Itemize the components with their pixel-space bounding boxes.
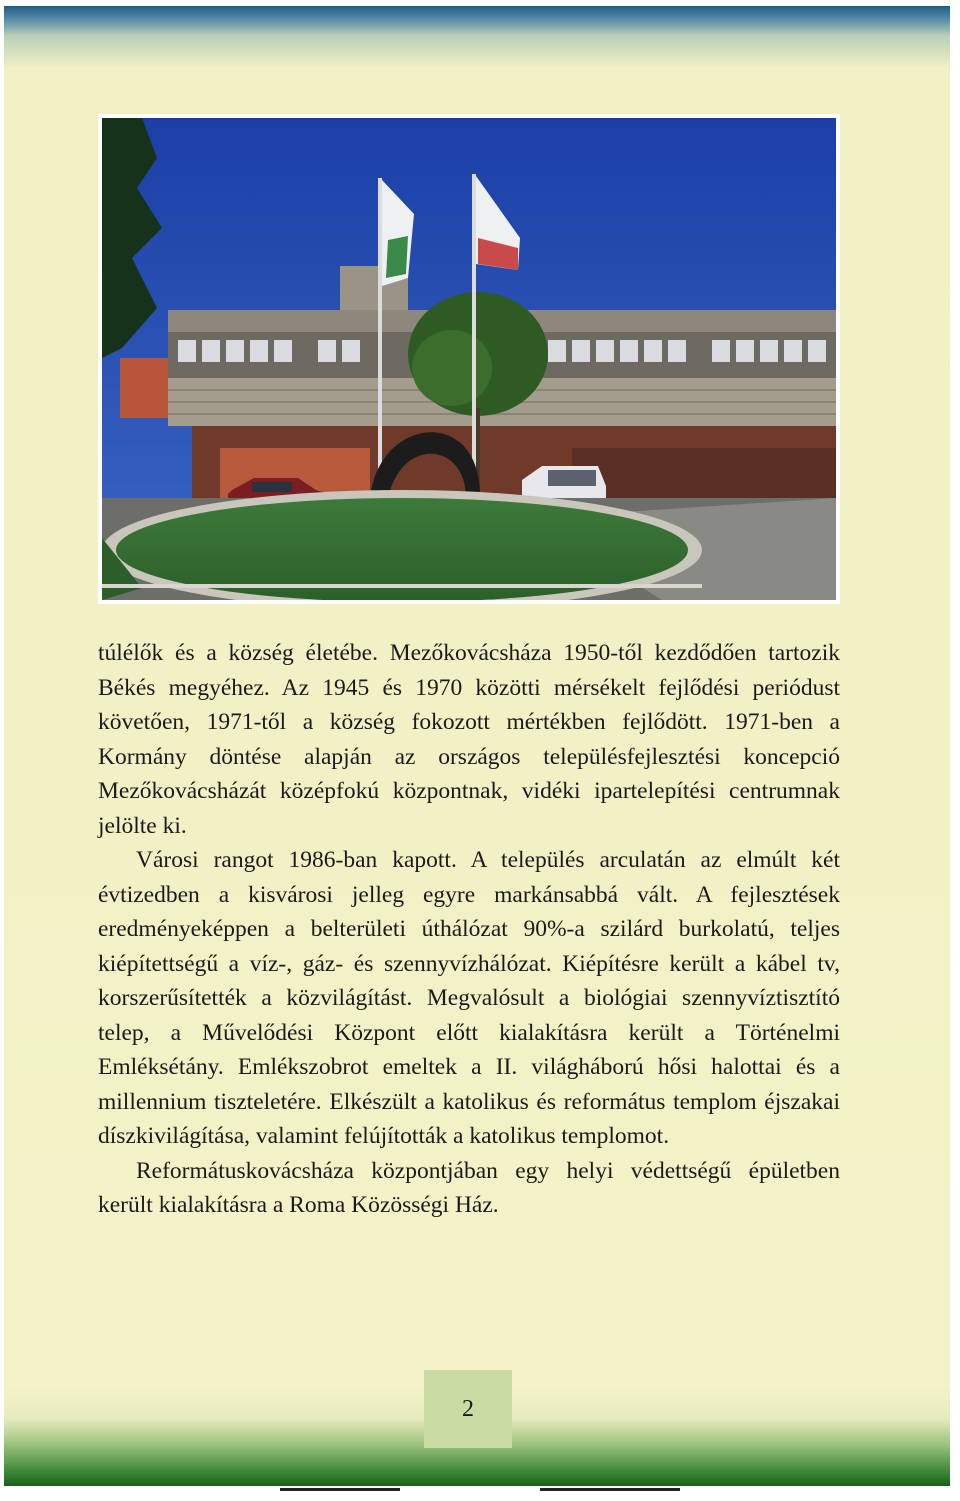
bottom-rule [280,1488,400,1491]
body-text [98,636,840,1223]
paragraph: Reformátuskovácsháza központjában egy helyi védettségű épületben került kialakításra a Roma Közösségi Ház. [98,1157,840,1218]
paragraph: Városi rangot 1986-ban kapott. A település arculatán az elmúlt két évtizedben a kisvárosi jelleg egyre markánsabbá vált. A fejlesztések eredményeképpen a belterületi úthálózat 90%-a szilárd burkolatú, teljes kiépítettségű a víz-, gáz- és szennyvízhálózat. Kiépítésre került a kábel tv, korszerűsítették a közvilágítást. Megvalósult a biológiai szennyvíztisztító telep, a Művelődési Központ előtt kialakításra került a Történelmi Emléksétány. Emlékszobrot emeltek a II. világháború hősi halottai és a millennium tiszteletére. Elkészült a katolikus és református templom éjszakai díszkivilágítása, valamint felújították a katolikus templomot. [98,847,840,1149]
photo-frame [98,114,840,604]
page-number: 2 [462,1395,474,1422]
bottom-rule [540,1488,680,1491]
town-hall-photo [102,118,836,600]
document-page [4,6,950,1486]
page-number-box [424,1370,512,1448]
paragraph: túlélők és a község életébe. Mezőkovácsháza 1950-től kezdődően tartozik Békés megyéhez. Az 1945 és 1970 közötti mérsékelt fejlődési periódust követően, 1971-től a község fokozott mértékben fejlődött. 1971-ben a Kormány döntése alapján az országos településfejlesztési koncepció Mezőkovácsházát középfokú központnak, vidéki ipartelepítési centrumnak jelölte ki. [98,640,840,839]
